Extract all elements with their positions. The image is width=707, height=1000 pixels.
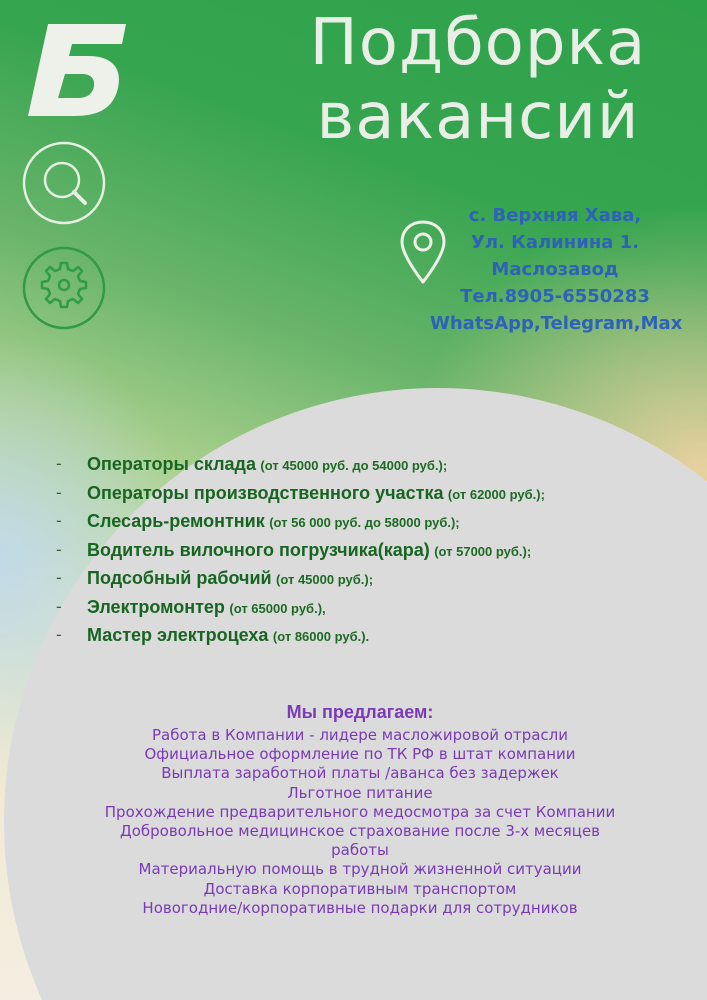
vacancy-salary: (от 62000 руб.); <box>447 486 545 502</box>
contact-block <box>430 202 683 337</box>
list-item: - Слесарь-ремонтник (от 56 000 руб. до 58000 руб.); <box>56 511 460 531</box>
list-item: - Мастер электроцеха (от 86000 руб.). <box>56 625 370 645</box>
vacancy-salary: (от 86000 руб.). <box>272 629 370 644</box>
vacancy-name: Мастер электроцеха <box>87 625 269 645</box>
search-icon <box>21 140 107 226</box>
vacancy-name: Слесарь-ремонтник <box>87 511 265 531</box>
offer-item: Прохождение предварительного медосмотра за счет Компании <box>104 802 616 821</box>
address-street: Ул. Калинина 1. <box>470 232 640 253</box>
vacancy-salary: (от 65000 руб.), <box>229 600 326 616</box>
vacancy-name: Электромонтер <box>87 596 225 617</box>
vacancy-name: Подсобный рабочий <box>87 568 272 588</box>
vacancy-salary: (от 56 000 руб. до 58000 руб.); <box>269 515 460 530</box>
brand-logo-icon <box>22 18 132 118</box>
gear-icon <box>21 245 107 331</box>
offer-heading: Мы предлагаем: <box>286 702 434 722</box>
offer-item: Выплата заработной платы /аванса без задержек <box>161 764 559 783</box>
offer-item: Доставка корпоративным транспортом <box>203 879 517 898</box>
offer-item: Добровольное медицинское страхование после 3-х месяцев работы <box>119 822 601 860</box>
vacancy-salary: (от 45000 руб.); <box>276 572 374 587</box>
offer-item: Работа в Компании - лидере масложировой отрасли <box>151 726 569 744</box>
messengers: WhatsApp,Telegram,Max <box>430 313 683 334</box>
vacancy-name: Водитель вилочного погрузчика(кара) <box>87 539 430 560</box>
vacancy-list <box>56 450 696 650</box>
list-item: - Подсобный рабочий (от 45000 руб.); <box>56 568 374 588</box>
offer-item: Льготное питание <box>287 783 433 802</box>
list-item: - Операторы склада (от 45000 руб. до 54000 руб.); <box>56 454 448 474</box>
address-company: Маслозавод <box>491 259 619 280</box>
offer-section <box>60 700 660 918</box>
address-village: с. Верхняя Хава, <box>468 205 642 226</box>
vacancy-salary: (от 45000 руб. до 54000 руб.); <box>260 458 448 473</box>
vacancy-salary: (от 57000 руб.); <box>434 543 532 559</box>
offer-item: Новогодние/корпоративные подарки для сотрудников <box>142 898 578 917</box>
vacancy-name: Операторы производственного участка <box>87 482 444 503</box>
offer-item: Материальную помощь в трудной жизненной ситуации <box>138 860 582 879</box>
list-item: - Электромонтер (от 65000 руб.), <box>56 596 326 617</box>
page-title <box>258 6 698 154</box>
title-line-2: вакансий <box>316 80 640 154</box>
list-item: - Операторы производственного участка (от 62000 руб.); <box>56 482 545 503</box>
title-line-1: Подборка <box>309 6 647 80</box>
phone-number: Тел.8905-6550283 <box>460 286 650 307</box>
offer-item: Официальное оформление по ТК РФ в штат компании <box>144 745 576 764</box>
list-item: - Водитель вилочного погрузчика(кара) (от 57000 руб.); <box>56 539 532 560</box>
vacancy-name: Операторы склада <box>87 454 256 474</box>
